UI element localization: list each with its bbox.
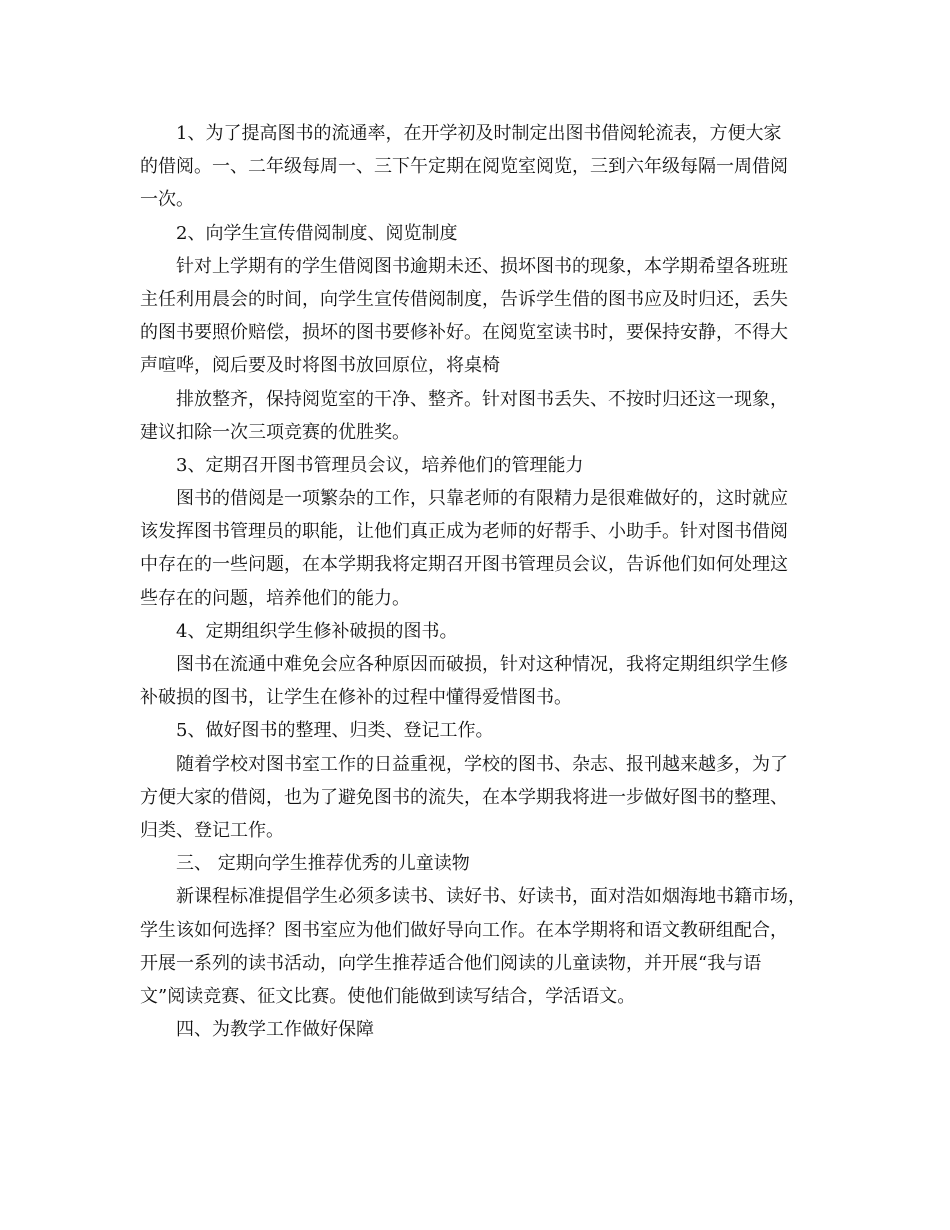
text-line: 随着学校对图书室工作的日益重视，学校的图书、杂志、报刊越来越多，为了 (176, 753, 788, 775)
text-line: 三、 定期向学生推荐优秀的儿童读物 (176, 853, 470, 875)
text-line: 补破损的图书，让学生在修补的过程中懂得爱惜图书。 (140, 687, 572, 709)
text-line: 5、做好图书的整理、归类、登记工作。 (176, 720, 494, 742)
text-line: 归类、登记工作。 (140, 819, 284, 841)
text-line: 的借阅。一、二年级每周一、三下午定期在阅览室阅览，三到六年级每隔一周借阅 (140, 156, 788, 178)
text-line: 主任利用晨会的时间，向学生宣传借阅制度，告诉学生借的图书应及时归还，丢失 (140, 288, 788, 310)
text-line: 建议扣除一次三项竞赛的优胜奖。 (140, 421, 410, 443)
text-line: 针对上学期有的学生借阅图书逾期未还、损坏图书的现象，本学期希望各班班 (176, 255, 788, 277)
text-line: 学生该如何选择？图书室应为他们做好导向工作。在本学期将和语文教研组配合， (140, 919, 788, 941)
text-line: 1、为了提高图书的流通率，在开学初及时制定出图书借阅轮流表，方便大家 (176, 123, 782, 144)
text-line: 该发挥图书管理员的职能，让他们真正成为老师的好帮手、小助手。针对图书借阅 (140, 521, 788, 543)
text-line: 一次。 (140, 189, 194, 211)
text-line: 2、向学生宣传借阅制度、阅览制度 (176, 222, 458, 244)
text-line: 声喧哗，阅后要及时将图书放回原位，将桌椅 (140, 355, 500, 377)
text-line: 排放整齐，保持阅览室的干净、整齐。针对图书丢失、不按时归还这一现象， (176, 388, 788, 410)
text-line: 方便大家的借阅，也为了避免图书的流失，在本学期我将进一步做好图书的整理、 (140, 786, 788, 808)
text-line: 3、定期召开图书管理员会议，培养他们的管理能力 (176, 454, 584, 476)
document-body (140, 117, 820, 1046)
text-line: 图书在流通中难免会应各种原因而破损，针对这种情况，我将定期组织学生修 (176, 654, 788, 675)
text-line: 四、为教学工作做好保障 (176, 1019, 374, 1041)
text-line: 开展一系列的读书活动，向学生推荐适合他们阅读的儿童读物，并开展“我与语 (140, 952, 762, 974)
text-line: 图书的借阅是一项繁杂的工作，只靠老师的有限精力是很难做好的，这时就应 (176, 488, 788, 510)
text-line: 4、定期组织学生修补破损的图书。 (176, 620, 458, 642)
text-line: 中存在的一些问题，在本学期我将定期召开图书管理员会议，告诉他们如何处理这 (140, 554, 788, 576)
text-line: 的图书要照价赔偿，损坏的图书要修补好。在阅览室读书时，要保持安静，不得大 (140, 322, 788, 344)
text-line: 些存在的问题，培养他们的能力。 (140, 587, 410, 609)
text-line: 新课程标准提倡学生必须多读书、读好书、好读书，面对浩如烟海地书籍市场， (176, 886, 806, 908)
text-line: 文”阅读竞赛、征文比赛。使他们能做到读写结合，学活语文。 (140, 985, 636, 1007)
